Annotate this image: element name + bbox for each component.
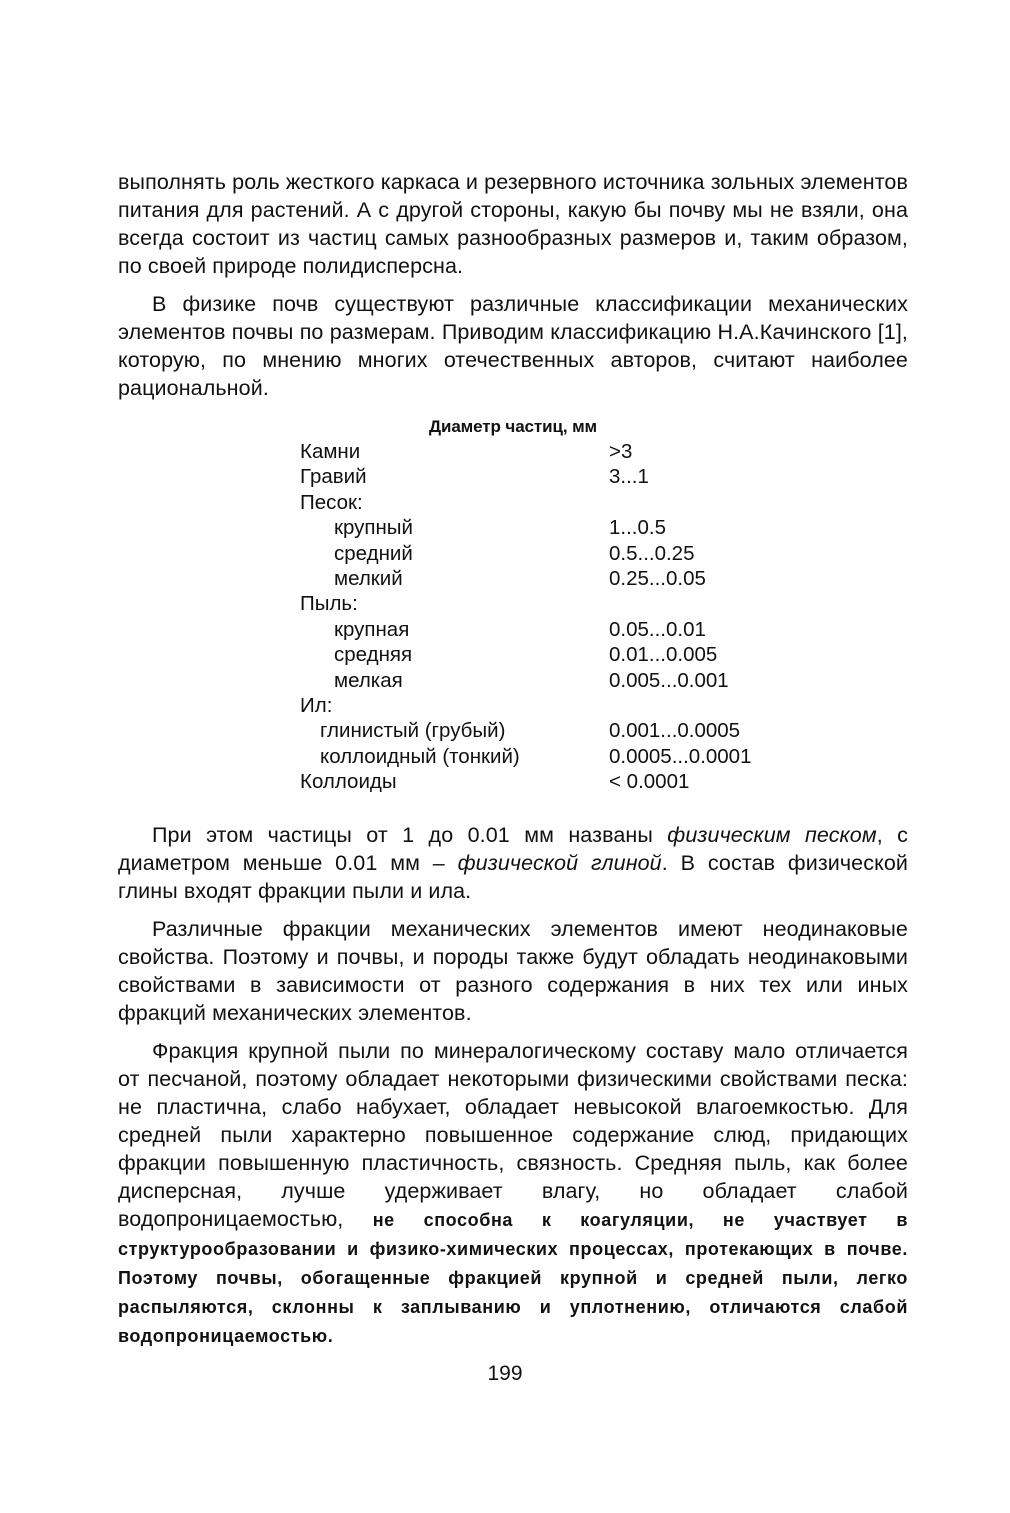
table-row [300,541,779,566]
row-name: крупная [334,617,410,641]
row-value: 0.5...0.25 [609,541,695,565]
row-name: средняя [334,643,413,667]
paragraph-4: Различные фракции механических элементов имеют неодинаковые свойства. Поэтому и почвы, и породы также будут обладать неодинаковыми свойствами в зависимости от разного содержания в них тех или иных фракций механических элементов. [118,916,908,1025]
table-row [300,668,779,693]
row-name: Коллоиды [300,770,397,794]
row-name: средний [334,541,413,565]
row-value: >3 [609,440,633,463]
row-name: мелкий [334,567,403,591]
row-value: 0.05...0.01 [609,617,706,641]
row-name: глинистый (грубый) [320,719,506,743]
table-row [300,464,779,489]
row-value [609,490,779,515]
table-row [300,693,779,718]
row-value: < 0.0001 [609,770,690,794]
row-value [609,591,779,616]
table-row [300,642,779,667]
paragraph-3-part-2: , с диаметром меньше 0.01 мм – [118,822,908,875]
table-row [300,769,779,794]
table-row [300,718,779,743]
row-value: 0.25...0.05 [609,567,706,591]
row-name: Пыль: [300,592,358,616]
paragraph-5 [118,1037,908,1350]
paragraph-3 [118,821,908,905]
paragraph-3-part-3: . В состав физической глины входят фракции пыли и ила. [118,850,909,903]
row-value: 0.01...0.005 [609,643,718,667]
table-row [300,566,779,591]
row-value: 3...1 [609,465,649,489]
table-row [300,515,779,540]
paragraph-5-regular: Фракция крупной пыли по минералогическому составу мало отличается от песчаной, поэтому обладает некоторыми физическими свойствами песка: не пластична, слабо набухает, обладает невысокой влагоемкостью. Для средней пыли характерно повышенное содержание слюд, придающих фракции повышенную пластичность, связность. Средняя пыль, как более дисперсная, лучше удерживает влагу, но обладает слабой водопроницаемостью, [118,1038,908,1231]
row-value: 1...0.5 [609,516,666,540]
paragraph-1: выполнять роль жесткого каркаса и резервного источника зольных элементов питания для растений. А с другой стороны, какую бы почву мы не взяли, она всегда состоит из частиц самых разнообразных размеров и, таким образом, по своей природе полидисперсна. [118,170,908,278]
row-name: Камни [300,440,361,463]
term-physical-sand: физическим песком [667,822,877,847]
row-name: Гравий [300,465,367,489]
particle-size-table [118,417,908,795]
page-number: 199 [487,1362,523,1385]
paragraph-2: В физике почв существуют различные классификации механических элементов почвы по размерам. Приводим классификацию Н.А.Качинского [1], которую, по мнению многих отечественных авторов, считают наиболее рациональной. [118,292,908,400]
term-physical-clay: физической глиной [457,850,662,875]
table-row [300,617,779,642]
row-value: 0.001...0.0005 [609,719,741,743]
table-row [300,439,779,464]
table-row [300,490,779,515]
table-title: Диаметр частиц, мм [428,417,598,436]
table-row [300,744,779,769]
row-value [609,693,779,718]
row-name: Ил: [300,694,333,718]
row-name: крупный [334,516,413,540]
paragraph-5-bold: не способна к коагуляции, не участвует в структурообразовании и физико-химических процессах, протекающих в почве. Поэтому почвы, обогащенные фракцией крупной и средней пыли, легко распыляются, склонны к заплыванию и уплотнению, отличаются слабой водопроницаемостью. [118,1209,909,1346]
row-name: Песок: [300,490,363,514]
page-content [118,168,908,1360]
row-value: 0.005...0.001 [609,668,729,692]
table-row [300,591,779,616]
row-name: коллоидный (тонкий) [320,744,520,768]
row-name: мелкая [334,668,403,692]
paragraph-3-part-1: При этом частицы от 1 до 0.01 мм названы [152,822,668,847]
row-value: 0.0005...0.0001 [609,744,752,768]
classification-table [300,439,779,795]
